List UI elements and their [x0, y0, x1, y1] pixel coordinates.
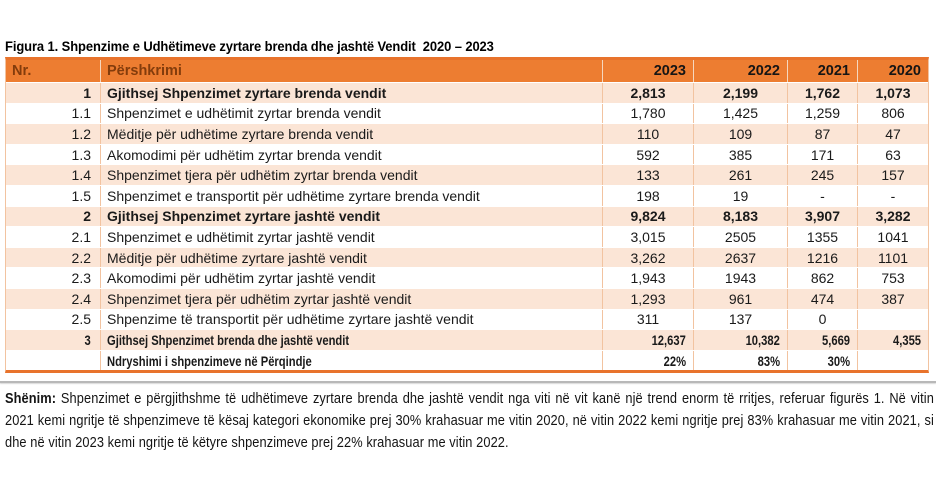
- label-cell: Shpenzime të transportit për udhëtime zyrtare jashtë vendit: [100, 310, 602, 330]
- value-cell-2021: 30%: [787, 351, 857, 371]
- value-cell-2022: 10,382: [693, 330, 787, 350]
- value-cell-2020: 753: [857, 268, 928, 288]
- nr-cell: 2.1: [71, 228, 91, 245]
- value-cell-2022: 1,425: [693, 104, 787, 124]
- value-cell-2021: 87: [787, 124, 857, 144]
- label-cell: Mëditje për udhëtime zyrtare jashtë vendit: [100, 248, 602, 268]
- nr-cell: 1.5: [71, 187, 91, 204]
- figure-title: Figura 1. Shpenzime e Udhëtimeve zyrtare brenda dhe jashtë Vendit 2020 – 2023: [5, 39, 494, 54]
- nr-cell: 1: [83, 84, 91, 101]
- value-cell-2022: 83%: [693, 351, 787, 371]
- column-header-2021: 2021: [787, 60, 857, 82]
- label-cell: Shpenzimet tjera për udhëtim zyrtar jashtë vendit: [100, 289, 602, 309]
- value-cell-2021: 245: [787, 165, 857, 185]
- table-row: [6, 164, 928, 185]
- value-cell-2023: 1,780: [602, 104, 693, 124]
- value-cell-2022: 2505: [693, 227, 787, 247]
- value-cell-2022: 19: [693, 186, 787, 206]
- label-cell: Mëditje për udhëtime zyrtare brenda vendit: [100, 124, 602, 144]
- value-cell-2021: -: [787, 186, 857, 206]
- value-cell-2020: 1,073: [857, 83, 928, 103]
- table-row: [6, 247, 928, 268]
- label-cell: Shpenzimet e udhëtimit zyrtar jashtë vendit: [100, 227, 602, 247]
- value-cell-2023: 2,813: [602, 83, 693, 103]
- nr-cell: 1.4: [71, 167, 91, 184]
- table-header-row: [6, 60, 928, 82]
- value-cell-2020: 1041: [857, 227, 928, 247]
- value-cell-2021: 474: [787, 289, 857, 309]
- label-cell: Shpenzimet tjera për udhëtim zyrtar brenda vendit: [100, 165, 602, 185]
- table-row: [6, 185, 928, 206]
- nr-cell: 2.5: [71, 311, 91, 328]
- value-cell-2023: 110: [602, 124, 693, 144]
- table-row: [6, 82, 928, 103]
- value-cell-2020: -: [857, 186, 928, 206]
- expenses-table: [5, 57, 929, 373]
- value-cell-2023: 12,637: [602, 330, 693, 350]
- label-cell: Gjithsej Shpenzimet zyrtare brenda vendit: [100, 83, 602, 103]
- table-row: [6, 206, 928, 227]
- value-cell-2020: [857, 351, 928, 371]
- note-body: Shpenzimet e përgjithshme të udhëtimeve zyrtare brenda dhe jashtë vendit nga viti në vit kanë një trend enorm të rritjes, referuar figurës 1. Në vitin 2021 kemi ngritje të shpenzimeve të kësaj kategori ekonomike prej 30% krahasuar me vitin 2020, në vitin 2022 kemi ngritje prej 83% krahasuar me vitin 2021, si dhe në vitin 2023 kemi ngritje të këtyre shpenzimeve prej 22% krahasuar me vitin 2022.: [5, 391, 934, 451]
- label-cell: Akomodimi për udhëtim zyrtar jashtë vendit: [100, 268, 602, 288]
- value-cell-2023: 3,262: [602, 248, 693, 268]
- value-cell-2023: 1,943: [602, 268, 693, 288]
- nr-cell: 1.2: [71, 125, 91, 142]
- label-cell: Ndryshimi i shpenzimeve në Përqindje: [100, 351, 602, 371]
- value-cell-2020: 3,282: [857, 207, 928, 227]
- nr-cell: 2: [83, 208, 91, 225]
- value-cell-2022: 1943: [693, 268, 787, 288]
- table-row: [6, 329, 928, 350]
- value-cell-2020: 806: [857, 104, 928, 124]
- value-cell-2023: 9,824: [602, 207, 693, 227]
- value-cell-2022: 385: [693, 145, 787, 165]
- table-row: [6, 123, 928, 144]
- column-header-2023: 2023: [602, 60, 693, 82]
- value-cell-2023: 198: [602, 186, 693, 206]
- label-cell: Shpenzimet e udhëtimit zyrtar brenda vendit: [100, 104, 602, 124]
- nr-cell: 3: [84, 331, 91, 348]
- value-cell-2023: 592: [602, 145, 693, 165]
- nr-cell: 2.2: [71, 249, 91, 266]
- value-cell-2021: 1,762: [787, 83, 857, 103]
- table-row: [6, 267, 928, 288]
- value-cell-2022: 137: [693, 310, 787, 330]
- value-cell-2021: 3,907: [787, 207, 857, 227]
- value-cell-2022: 109: [693, 124, 787, 144]
- label-cell: Akomodimi për udhëtim zyrtar brenda vendit: [100, 145, 602, 165]
- value-cell-2023: 311: [602, 310, 693, 330]
- table-row: [6, 309, 928, 330]
- nr-cell: 2.4: [71, 290, 91, 307]
- table-body: [6, 82, 928, 370]
- nr-cell: 1.3: [71, 146, 91, 163]
- table-row: [6, 350, 928, 371]
- value-cell-2023: 22%: [602, 351, 693, 371]
- value-cell-2022: 261: [693, 165, 787, 185]
- nr-cell: 1.1: [71, 105, 91, 122]
- value-cell-2020: 387: [857, 289, 928, 309]
- label-cell: Shpenzimet e transportit për udhëtime zyrtare brenda vendit: [100, 186, 602, 206]
- label-cell: Gjithsej Shpenzimet zyrtare jashtë vendit: [100, 207, 602, 227]
- page-divider-line: [0, 381, 936, 383]
- value-cell-2022: 2637: [693, 248, 787, 268]
- value-cell-2020: 47: [857, 124, 928, 144]
- table-row: [6, 144, 928, 165]
- value-cell-2022: 2,199: [693, 83, 787, 103]
- note-label: Shënim:: [5, 391, 57, 407]
- value-cell-2020: 157: [857, 165, 928, 185]
- value-cell-2021: 862: [787, 268, 857, 288]
- table-row: [6, 288, 928, 309]
- table-row: [6, 226, 928, 247]
- column-header-2020: 2020: [857, 60, 928, 82]
- value-cell-2020: 1101: [857, 248, 928, 268]
- value-cell-2021: 1216: [787, 248, 857, 268]
- value-cell-2022: 961: [693, 289, 787, 309]
- column-header-pershkrimi: Përshkrimi: [100, 60, 602, 82]
- value-cell-2020: 4,355: [857, 330, 928, 350]
- table-row: [6, 103, 928, 124]
- value-cell-2023: 3,015: [602, 227, 693, 247]
- note-paragraph: [5, 389, 934, 454]
- column-header-2022: 2022: [693, 60, 787, 82]
- value-cell-2022: 8,183: [693, 207, 787, 227]
- label-cell: Gjithsej Shpenzimet brenda dhe jashtë vendit: [100, 330, 602, 350]
- value-cell-2021: 1355: [787, 227, 857, 247]
- value-cell-2021: 0: [787, 310, 857, 330]
- value-cell-2021: 171: [787, 145, 857, 165]
- value-cell-2020: [857, 310, 928, 330]
- value-cell-2020: 63: [857, 145, 928, 165]
- value-cell-2021: 1,259: [787, 104, 857, 124]
- value-cell-2023: 1,293: [602, 289, 693, 309]
- value-cell-2021: 5,669: [787, 330, 857, 350]
- value-cell-2023: 133: [602, 165, 693, 185]
- nr-cell: [6, 351, 100, 371]
- nr-cell: 2.3: [71, 270, 91, 287]
- column-header-nr: Nr.: [12, 63, 32, 79]
